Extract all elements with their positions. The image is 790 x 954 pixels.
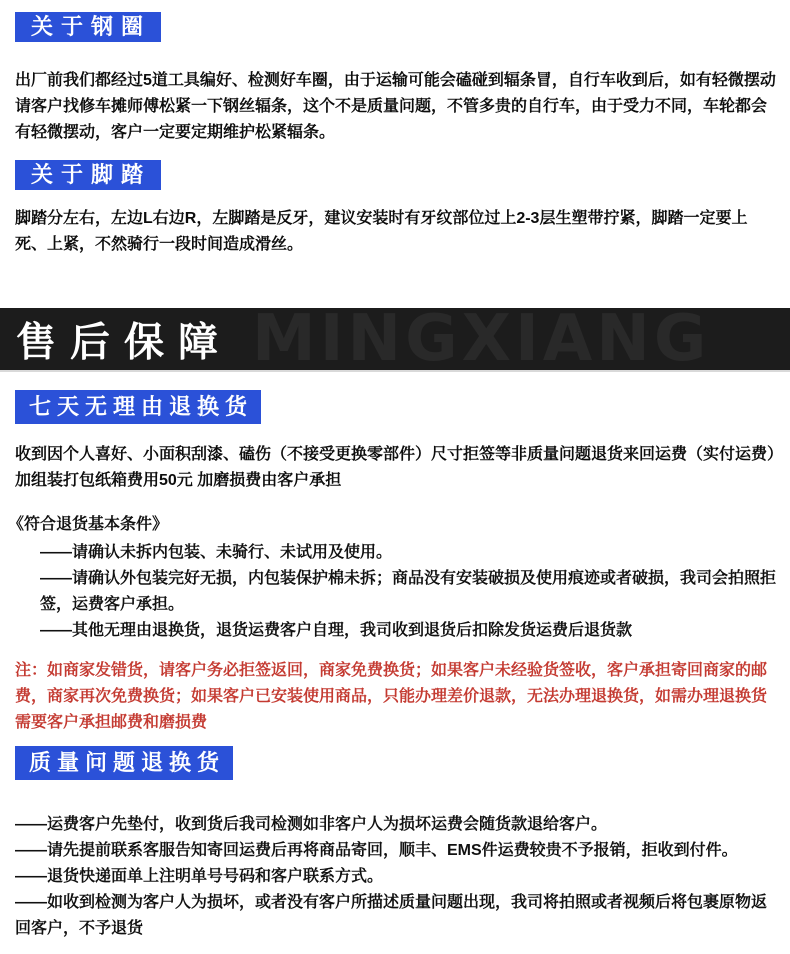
quality-return-badge: 质量问题退换货 — [15, 746, 233, 780]
return-condition-item: ——其他无理由退换货，退货运费客户自理，我司收到退货后扣除发货运费后退货款 — [40, 622, 633, 639]
seven-day-return-section — [0, 390, 790, 424]
wrong-shipment-note: 注：如商家发错货，请客户务必拒签返回，商家免费换货；如果客户未经验货签收，客户承担寄回商家的邮费，商家再次免费换货；如果客户已安装使用商品，只能办理差价退款，无法办理退换货，如需办理退换货需要客户承担邮费和磨损费 — [15, 662, 768, 731]
quality-return-item: ——运费客户先垫付，收到货后我司检测如非客户人为损坏运费会随货款退给客户。 — [15, 816, 608, 833]
after-sales-banner — [0, 308, 790, 372]
seven-day-return-intro: 收到因个人喜好、小面积刮漆、磕伤（不接受更换零部件）尺寸拒签等非质量问题退货来回运费（实付运费）加组装打包纸箱费用50元 加磨损费由客户承担 — [15, 446, 776, 489]
pedal-section-text: 脚踏分左右，左边L右边R，左脚踏是反牙，建议安装时有牙纹部位过上2-3层生塑带拧紧，脚踏一定要上死、上紧，不然骑行一段时间造成滑丝。 — [15, 210, 748, 253]
rim-section-text: 出厂前我们都经过5道工具编好、检测好车圈，由于运输可能会磕碰到辐条冒，自行车收到后，如有轻微摆动请客户找修车摊师傅松紧一下钢丝辐条，这个不是质量问题，不管多贵的自行车，由于受力不同，车轮都会有轻微摆动，客户一定要定期维护松紧辐条。 — [15, 72, 776, 141]
return-conditions-title: 《符合退货基本条件》 — [8, 516, 169, 533]
quality-return-section — [0, 746, 790, 780]
seven-day-return-badge: 七天无理由退换货 — [15, 390, 261, 424]
return-conditions-list — [40, 540, 780, 644]
return-condition-item: ——请确认未拆内包装、未骑行、未试用及使用。 — [40, 544, 393, 561]
brand-watermark: MINGXIANG — [252, 308, 711, 372]
rim-section — [0, 0, 790, 42]
pedal-section-badge: 关于脚踏 — [15, 160, 161, 190]
pedal-section — [0, 160, 790, 190]
banner-title: 售后保障 — [16, 319, 232, 365]
quality-return-item: ——请先提前联系客服告知寄回运费后再将商品寄回，顺丰、EMS件运费较贵不予报销，拒收到付件。 — [15, 842, 738, 859]
quality-return-item: ——如收到检测为客户人为损坏，或者没有客户所描述质量问题出现，我司将拍照或者视频后将包裹原物返回客户，不予退货 — [15, 894, 768, 937]
return-condition-item: ——请确认外包装完好无损，内包装保护棉未拆；商品没有安装破损及使用痕迹或者破损，我司会拍照拒签，运费客户承担。 — [40, 570, 777, 613]
rim-section-badge: 关于钢圈 — [15, 12, 161, 42]
quality-return-item: ——退货快递面单上注明单号号码和客户联系方式。 — [15, 868, 384, 885]
quality-return-list — [15, 812, 776, 942]
